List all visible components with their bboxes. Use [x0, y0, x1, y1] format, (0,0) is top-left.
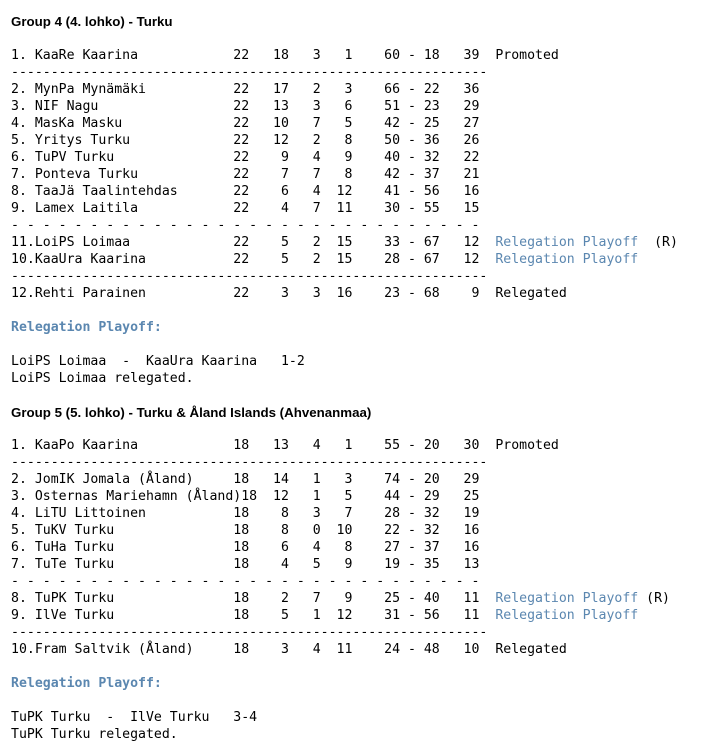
relegation-playoff-link[interactable]: Relegation Playoff [495, 235, 639, 250]
table-row: 10.KaaUra Kaarina 22 5 2 15 28 - 67 12 Relegation Playoff [11, 252, 639, 267]
status-relegated: Relegated [495, 642, 567, 657]
status-relegated: Relegated [495, 286, 567, 301]
playoff-result: LoiPS Loimaa - KaaUra Kaarina 1-2 [11, 354, 305, 369]
table-separator: ------------------------------------------------------------ [11, 269, 488, 284]
table-separator: ------------------------------------------------------------ [11, 625, 488, 640]
table-row: 5. TuKV Turku 18 8 0 10 22 - 32 16 [11, 523, 480, 538]
table-row: 5. Yritys Turku 22 12 2 8 50 - 36 26 [11, 133, 480, 148]
table-separator: ------------------------------------------------------------ [11, 65, 488, 80]
relegation-playoff-link[interactable]: Relegation Playoff [495, 608, 639, 623]
table-row: 1. KaaPo Kaarina 18 13 4 1 55 - 20 30 Promoted [11, 438, 559, 453]
table-row: 4. MasKa Masku 22 10 7 5 42 - 25 27 [11, 116, 480, 131]
table-row: 12.Rehti Parainen 22 3 3 16 23 - 68 9 Relegated [11, 286, 567, 301]
table-row: 10.Fram Saltvik (Åland) 18 3 4 11 24 - 48 10 Relegated [11, 642, 567, 657]
table-row: 8. TaaJä Taalintehdas 22 6 4 12 41 - 56 16 [11, 184, 480, 199]
table-row: 2. MynPa Mynämäki 22 17 2 3 66 - 22 36 [11, 82, 480, 97]
table-row: 9. Lamex Laitila 22 4 7 11 30 - 55 15 [11, 201, 480, 216]
table-row: 7. TuTe Turku 18 4 5 9 19 - 35 13 [11, 557, 480, 572]
table-row: 2. JomIK Jomala (Åland) 18 14 1 3 74 - 20 29 [11, 472, 480, 487]
group5-title: Group 5 (5. lohko) - Turku & Åland Islands (Ahvenanmaa) [11, 405, 372, 420]
table-row: 1. KaaRe Kaarina 22 18 3 1 60 - 18 39 Promoted [11, 48, 559, 63]
table-row: 6. TuPV Turku 22 9 4 9 40 - 32 22 [11, 150, 480, 165]
status-promoted: Promoted [495, 48, 559, 63]
table-row: 9. IlVe Turku 18 5 1 12 31 - 56 11 Relegation Playoff [11, 608, 639, 623]
table-row: 3. NIF Nagu 22 13 3 6 51 - 23 29 [11, 99, 480, 114]
playoff-result: TuPK Turku - IlVe Turku 3-4 [11, 710, 258, 725]
table-separator: - - - - - - - - - - - - - - - - - - - - - - - - - - - - - - [11, 218, 480, 233]
relegation-playoff-link[interactable]: Relegation Playoff [495, 252, 639, 267]
playoff-outcome: TuPK Turku relegated. [11, 727, 178, 742]
table-row: 6. TuHa Turku 18 6 4 8 27 - 37 16 [11, 540, 480, 555]
table-row: 3. Osternas Mariehamn (Åland)18 12 1 5 44 - 29 25 [11, 489, 480, 504]
playoff-outcome: LoiPS Loimaa relegated. [11, 371, 194, 386]
table-row: 11.LoiPS Loimaa 22 5 2 15 33 - 67 12 Relegation Playoff (R) [11, 235, 678, 250]
status-promoted: Promoted [495, 438, 559, 453]
table-row: 7. Ponteva Turku 22 7 7 8 42 - 37 21 [11, 167, 480, 182]
table-separator: - - - - - - - - - - - - - - - - - - - - - - - - - - - - - - [11, 574, 480, 589]
table-separator: ------------------------------------------------------------ [11, 455, 488, 470]
group4-title: Group 4 (4. lohko) - Turku [11, 14, 173, 29]
playoff-heading: Relegation Playoff: [11, 676, 162, 691]
table-row: 4. LiTU Littoinen 18 8 3 7 28 - 32 19 [11, 506, 480, 521]
playoff-heading: Relegation Playoff: [11, 320, 162, 335]
table-row: 8. TuPK Turku 18 2 7 9 25 - 40 11 Relegation Playoff (R) [11, 591, 670, 606]
relegation-playoff-link[interactable]: Relegation Playoff [495, 591, 639, 606]
